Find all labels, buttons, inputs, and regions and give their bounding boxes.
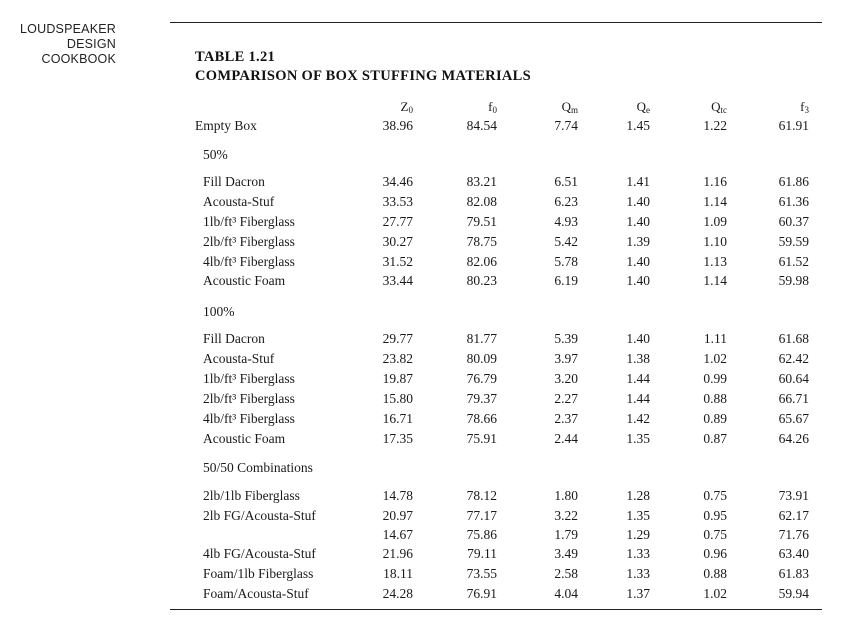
cell-z0: 14.67 — [382, 527, 413, 542]
cell-f0: 80.09 — [466, 351, 497, 366]
column-header-qtc: $Q_{tc}$ — [711, 99, 727, 115]
cell-f3: 63.40 — [778, 546, 809, 561]
cell-z0: 14.78 — [382, 488, 413, 503]
cell-f3: 61.68 — [778, 331, 809, 346]
cell-qtc: 1.11 — [703, 331, 727, 346]
table-row — [0, 370, 854, 388]
cell-f3: 62.17 — [778, 508, 809, 523]
cell-qe: 1.35 — [626, 431, 650, 446]
table-row — [0, 272, 854, 290]
cell-qtc: 1.02 — [703, 351, 727, 366]
cell-qtc: 0.75 — [703, 527, 727, 542]
row-label: Acousta-Stuf — [203, 194, 275, 209]
row-label: 4lb FG/Acousta-Stuf — [203, 546, 316, 561]
cell-f0: 81.77 — [466, 331, 497, 346]
cell-qe: 1.40 — [626, 214, 650, 229]
column-header-z0: $Z_0$ — [400, 99, 413, 115]
cell-f0: 77.17 — [466, 508, 497, 523]
row-label: Acoustic Foam — [203, 273, 286, 288]
cell-qm: 6.19 — [554, 273, 578, 288]
table-row — [0, 233, 854, 251]
cell-qtc: 0.88 — [703, 566, 727, 581]
cell-f3: 59.94 — [778, 586, 809, 601]
cell-qtc: 1.10 — [703, 234, 727, 249]
section-heading-100: 100% — [203, 304, 235, 319]
row-label: Acousta-Stuf — [203, 351, 275, 366]
cell-qe: 1.40 — [626, 331, 650, 346]
row-label: Empty Box — [195, 118, 257, 133]
cell-qm: 2.44 — [554, 431, 578, 446]
column-header-row — [0, 98, 854, 116]
cell-qe: 1.40 — [626, 273, 650, 288]
cell-qe: 1.37 — [626, 586, 650, 601]
column-header-qm: $Q_m$ — [561, 99, 578, 115]
row-label: 4lb/ft³ Fiberglass — [203, 254, 295, 269]
cell-f3: 60.64 — [778, 371, 809, 386]
cell-f3: 61.36 — [778, 194, 809, 209]
cell-qm: 2.58 — [554, 566, 578, 581]
table-title: COMPARISON OF BOX STUFFING MATERIALS — [195, 68, 531, 84]
cell-z0: 18.11 — [383, 566, 413, 581]
cell-f3: 59.59 — [778, 234, 809, 249]
cell-f0: 80.23 — [466, 273, 497, 288]
table-row-empty-box — [0, 117, 854, 135]
cell-qm: 6.23 — [554, 194, 578, 209]
cell-f3: 61.83 — [778, 566, 809, 581]
cell-qe: 1.28 — [626, 488, 650, 503]
cell-qtc: 0.87 — [703, 431, 727, 446]
cell-qm: 2.27 — [554, 391, 578, 406]
cell-f0: 75.91 — [466, 431, 497, 446]
cell-qm: 1.80 — [554, 488, 578, 503]
cell-qm: 5.42 — [554, 234, 578, 249]
cell-qe: 1.40 — [626, 194, 650, 209]
cell-z0: 16.71 — [382, 411, 413, 426]
table-row — [0, 487, 854, 505]
cell-z0: 15.80 — [382, 391, 413, 406]
cell-f0: 79.37 — [466, 391, 497, 406]
cell-qe: 1.38 — [626, 351, 650, 366]
cell-qe: 1.33 — [626, 566, 650, 581]
cell-qe: 1.35 — [626, 508, 650, 523]
table-row — [0, 173, 854, 191]
cell-qtc: 1.14 — [703, 273, 727, 288]
cell-f0: 84.54 — [466, 118, 497, 133]
table-row — [0, 253, 854, 271]
cell-qtc: 1.09 — [703, 214, 727, 229]
cell-f0: 79.51 — [466, 214, 497, 229]
row-label: 2lb/1lb Fiberglass — [203, 488, 300, 503]
table-row — [0, 350, 854, 368]
cell-z0: 38.96 — [382, 118, 413, 133]
row-label: 1lb/ft³ Fiberglass — [203, 371, 295, 386]
cell-f0: 83.21 — [466, 174, 497, 189]
cell-f0: 73.55 — [466, 566, 497, 581]
cell-f0: 78.12 — [466, 488, 497, 503]
cell-z0: 24.28 — [382, 586, 413, 601]
cell-f0: 76.91 — [466, 586, 497, 601]
cell-qm: 7.74 — [554, 118, 578, 133]
cell-qm: 3.49 — [554, 546, 578, 561]
section-heading-50: 50% — [203, 147, 228, 162]
cell-qtc: 1.14 — [703, 194, 727, 209]
cell-qm: 3.20 — [554, 371, 578, 386]
row-label: 2lb/ft³ Fiberglass — [203, 234, 295, 249]
cell-f3: 61.52 — [778, 254, 809, 269]
cell-f3: 65.67 — [778, 411, 809, 426]
cell-f0: 82.06 — [466, 254, 497, 269]
cell-f3: 61.86 — [778, 174, 809, 189]
cell-z0: 27.77 — [382, 214, 413, 229]
cell-f0: 78.75 — [466, 234, 497, 249]
table-row — [0, 430, 854, 448]
row-label: Acoustic Foam — [203, 431, 286, 446]
cell-qe: 1.42 — [626, 411, 650, 426]
cell-qtc: 0.99 — [703, 371, 727, 386]
cell-f3: 64.26 — [778, 431, 809, 446]
row-label: 2lb FG/Acousta-Stuf — [203, 508, 316, 523]
cell-qe: 1.39 — [626, 234, 650, 249]
cell-f3: 62.42 — [778, 351, 809, 366]
cell-z0: 33.44 — [382, 273, 413, 288]
table-row — [0, 585, 854, 603]
cell-f3: 66.71 — [778, 391, 809, 406]
cell-f0: 75.86 — [466, 527, 497, 542]
table-row — [0, 507, 854, 525]
column-header-qe: $Q_e$ — [636, 99, 650, 115]
cell-f0: 78.66 — [466, 411, 497, 426]
column-header-f0: $f_0$ — [488, 99, 497, 115]
top-rule — [170, 22, 822, 23]
cell-qm: 2.37 — [554, 411, 578, 426]
cell-f0: 82.08 — [466, 194, 497, 209]
cell-z0: 33.53 — [382, 194, 413, 209]
cell-qtc: 1.02 — [703, 586, 727, 601]
cell-f0: 76.79 — [466, 371, 497, 386]
cell-z0: 21.96 — [382, 546, 413, 561]
table-number: TABLE 1.21 — [195, 49, 276, 65]
cell-qm: 1.79 — [554, 527, 578, 542]
cell-qtc: 0.88 — [703, 391, 727, 406]
row-label: Fill Dacron — [203, 174, 265, 189]
bottom-rule — [170, 609, 822, 610]
cell-qtc: 0.75 — [703, 488, 727, 503]
cell-qm: 4.04 — [554, 586, 578, 601]
cell-f0: 79.11 — [467, 546, 497, 561]
table-row — [0, 410, 854, 428]
table-row — [0, 330, 854, 348]
cell-f3: 60.37 — [778, 214, 809, 229]
row-label: 4lb/ft³ Fiberglass — [203, 411, 295, 426]
cell-qe: 1.44 — [626, 391, 650, 406]
running-head: LOUDSPEAKER DESIGN COOKBOOK — [20, 22, 116, 66]
row-label: Foam/Acousta-Stuf — [203, 586, 309, 601]
cell-z0: 31.52 — [382, 254, 413, 269]
table-row — [0, 565, 854, 583]
cell-f3: 73.91 — [778, 488, 809, 503]
table-row — [0, 390, 854, 408]
table-row — [0, 193, 854, 211]
cell-z0: 29.77 — [382, 331, 413, 346]
cell-qe: 1.33 — [626, 546, 650, 561]
section-heading-combinations: 50/50 Combinations — [203, 460, 313, 475]
cell-qm: 3.97 — [554, 351, 578, 366]
cell-qe: 1.41 — [626, 174, 650, 189]
cell-qe: 1.40 — [626, 254, 650, 269]
cell-qe: 1.44 — [626, 371, 650, 386]
row-label: Foam/1lb Fiberglass — [203, 566, 314, 581]
row-label: 1lb/ft³ Fiberglass — [203, 214, 295, 229]
cell-qtc: 0.89 — [703, 411, 727, 426]
cell-qm: 4.93 — [554, 214, 578, 229]
table-row — [0, 545, 854, 563]
cell-qm: 6.51 — [554, 174, 578, 189]
cell-qm: 3.22 — [554, 508, 578, 523]
cell-z0: 20.97 — [382, 508, 413, 523]
cell-z0: 23.82 — [382, 351, 413, 366]
cell-qtc: 1.13 — [703, 254, 727, 269]
cell-qm: 5.78 — [554, 254, 578, 269]
cell-qtc: 0.95 — [703, 508, 727, 523]
cell-qe: 1.45 — [626, 118, 650, 133]
cell-qtc: 1.22 — [703, 118, 727, 133]
row-label: Fill Dacron — [203, 331, 265, 346]
table-row — [0, 526, 854, 544]
cell-z0: 19.87 — [382, 371, 413, 386]
cell-z0: 17.35 — [382, 431, 413, 446]
table-row — [0, 213, 854, 231]
cell-f3: 59.98 — [778, 273, 809, 288]
cell-f3: 71.76 — [778, 527, 809, 542]
cell-f3: 61.91 — [778, 118, 809, 133]
cell-qtc: 0.96 — [703, 546, 727, 561]
cell-qtc: 1.16 — [703, 174, 727, 189]
column-header-f3: $f_3$ — [800, 99, 809, 115]
cell-z0: 30.27 — [382, 234, 413, 249]
cell-qm: 5.39 — [554, 331, 578, 346]
row-label: 2lb/ft³ Fiberglass — [203, 391, 295, 406]
cell-qe: 1.29 — [626, 527, 650, 542]
cell-z0: 34.46 — [382, 174, 413, 189]
